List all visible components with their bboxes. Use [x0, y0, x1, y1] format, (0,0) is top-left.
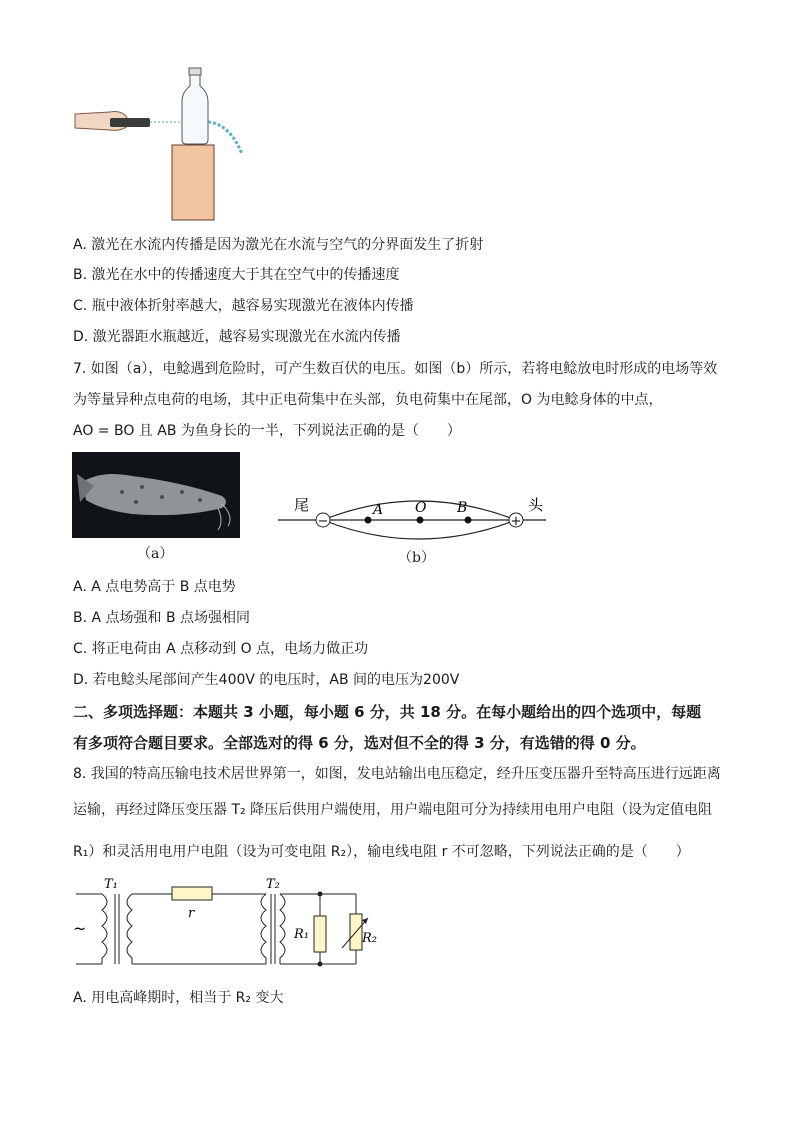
plus-sign: + — [510, 514, 522, 529]
laser-pointer — [110, 118, 150, 127]
label-t2: T₂ — [266, 877, 280, 892]
label-t1: T₁ — [104, 877, 118, 892]
section2-heading-line-2: 有多项符合题目要求。全部选对的得 6 分，选对但不全的得 3 分，有选错的得 0 分。 — [73, 734, 646, 752]
label-r: r — [188, 906, 195, 921]
fig-a-caption: （a） — [137, 546, 174, 562]
q7-option-c: C. 将正电荷由 A 点移动到 O 点，电场力做正功 — [73, 641, 369, 657]
q8-stem-line-1: 8. 我国的特高压输电技术居世界第一，如图，发电站输出电压稳定，经升压变压器升至特高压进行远距离 — [73, 766, 721, 782]
q6-option-d: D. 激光器距水瓶越近，越容易实现激光在水流内传播 — [73, 329, 401, 345]
catfish-photo — [72, 452, 240, 538]
label-tail: 尾 — [294, 496, 310, 514]
q7-option-d: D. 若电鲶头尾部间产生400V 的电压时，AB 间的电压为200V — [73, 672, 460, 688]
q7-stem-line-1: 7. 如图（a），电鲶遇到危险时，可产生数百伏的电压。如图（b）所示，若将电鲶放电时形成的电场等效 — [73, 361, 718, 377]
stand-block — [172, 145, 214, 220]
fig-b-caption: （b） — [398, 550, 435, 566]
label-head: 头 — [528, 496, 544, 514]
label-r2: R₂ — [362, 931, 377, 946]
q8-option-a: A. 用电高峰期时，相当于 R₂ 变大 — [73, 990, 284, 1006]
q6-option-b: B. 激光在水中的传播速度大于其在空气中的传播速度 — [73, 267, 400, 283]
q7-option-a: A. A 点电势高于 B 点电势 — [73, 579, 236, 595]
laser-bottle-figure — [70, 62, 260, 222]
bottle-cap — [189, 68, 201, 75]
q7-stem-line-2: 为等量异种点电荷的电场，其中正电荷集中在头部，负电荷集中在尾部，O 为电鲶身体的中点， — [73, 392, 663, 408]
point-o — [417, 517, 424, 524]
q7-stem-line-3: AO = BO 且 AB 为鱼身长的一半，下列说法正确的是（ ） — [73, 423, 461, 439]
label-o: O — [415, 500, 427, 516]
q8-stem-line-3: R₁）和灵活用电用户电阻（设为可变电阻 R₂），输电线电阻 r 不可忽略，下列说法正确的是（ ） — [73, 844, 690, 860]
minus-sign: − — [317, 514, 329, 529]
label-b: B — [457, 500, 468, 516]
water-bottle — [182, 74, 208, 144]
resistor-r — [172, 887, 212, 900]
section2-heading-line-1: 二、多项选择题：本题共 3 小题，每小题 6 分，共 18 分。在每小题给出的四个选项中，每题 — [73, 703, 702, 721]
q6-option-a: A. 激光在水流内传播是因为激光在水流与空气的分界面发生了折射 — [73, 237, 484, 253]
circuit-diagram — [70, 872, 377, 972]
resistor-r1 — [314, 916, 326, 952]
q7-option-b: B. A 点场强和 B 点场强相同 — [73, 610, 251, 626]
label-a: A — [373, 502, 384, 518]
label-r1: R₁ — [294, 927, 309, 942]
point-b — [465, 517, 472, 524]
point-a — [365, 517, 372, 524]
q6-option-c: C. 瓶中液体折射率越大，越容易实现激光在液体内传播 — [73, 298, 414, 314]
ac-source: ~ — [73, 919, 87, 938]
q8-stem-line-2: 运输，再经过降压变压器 T₂ 降压后供用户端使用，用户端电阻可分为持续用电用户电阻（设为定值电阻 — [73, 802, 713, 818]
